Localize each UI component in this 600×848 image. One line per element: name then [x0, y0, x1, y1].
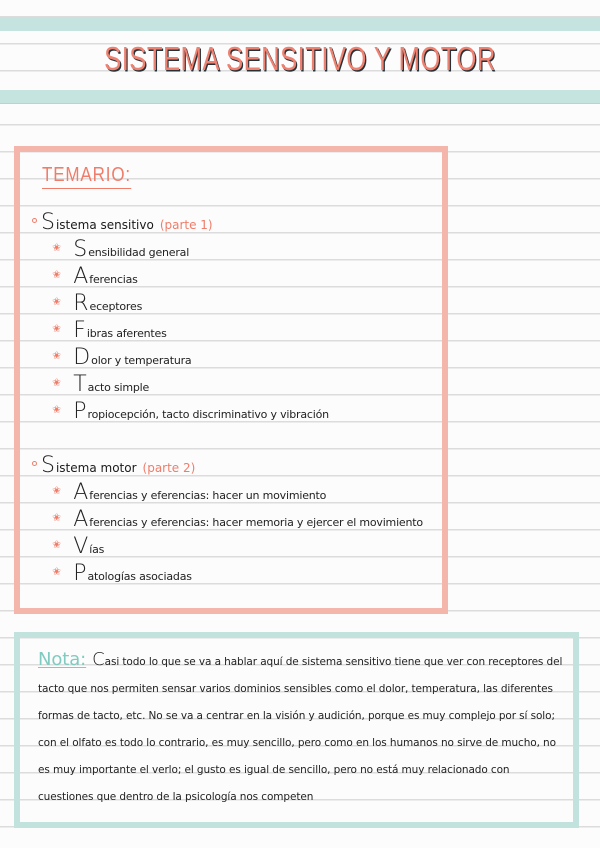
initial-cap: F	[73, 318, 86, 343]
initial-cap: S	[73, 237, 88, 262]
star-icon: ✬	[52, 322, 62, 335]
star-icon: ✬	[52, 511, 62, 524]
star-icon: ✬	[52, 349, 62, 362]
item-text: ías	[89, 543, 105, 556]
item-text: ferencias	[89, 273, 138, 286]
page-title: SISTEMA SENSITIVO Y MOTOR	[104, 40, 496, 77]
list-item	[32, 401, 329, 428]
nota-label: Nota:	[38, 649, 87, 670]
section-sistema-motor	[32, 455, 423, 590]
circle-bullet-icon	[32, 461, 37, 466]
star-icon: ✬	[52, 484, 62, 497]
temario-box	[14, 146, 448, 614]
nota-paragraph	[38, 646, 568, 811]
list-item	[32, 347, 329, 374]
initial-cap: T	[73, 372, 87, 397]
section-part-label: (parte 1)	[159, 218, 213, 232]
nota-body: asi todo lo que se va a hablar aquí de sistema sensitivo tiene que ver con receptores del tacto que nos permiten sensar varios dominios sensibles como el dolor, temperatura, las diferentes formas de tacto, etc. No se va a centrar en la visión y audición, porque es muy complejo por sí solo; con el olfato es todo lo contrario, es muy sencillo, pero como en los humanos no sirve de mucho, no es muy importante el verlo; el gusto es igual de sencillo, pero no está muy relacionado con cuestiones que dentro de la psicología nos competen	[38, 656, 563, 803]
top-decorative-band	[0, 17, 600, 31]
item-text: ibras aferentes	[86, 327, 167, 340]
list-item	[32, 374, 329, 401]
item-text: ropiocepción, tacto discriminativo y vibración	[87, 408, 329, 421]
section-sistema-sensitivo	[32, 212, 329, 428]
initial-cap: S	[41, 210, 55, 235]
list-item	[32, 509, 423, 536]
list-item	[32, 536, 423, 563]
section-title: istema sensitivo	[55, 218, 154, 232]
initial-cap: A	[73, 480, 89, 505]
item-text: eceptores	[89, 300, 143, 313]
initial-cap: P	[73, 561, 87, 586]
list-item	[32, 239, 329, 266]
list-item	[32, 482, 423, 509]
section-part-label: (parte 2)	[142, 461, 196, 475]
item-text: ensibilidad general	[88, 246, 190, 259]
list-item	[32, 266, 329, 293]
initial-cap: V	[73, 534, 89, 559]
item-text: acto simple	[87, 381, 150, 394]
nota-box	[14, 632, 579, 828]
star-icon: ✬	[52, 565, 62, 578]
star-icon: ✬	[52, 538, 62, 551]
star-icon: ✬	[52, 268, 62, 281]
star-icon: ✬	[52, 241, 62, 254]
title-bottom-band	[0, 90, 600, 104]
section-title: istema motor	[55, 461, 137, 475]
star-icon: ✬	[52, 295, 62, 308]
initial-cap: D	[73, 345, 91, 370]
circle-bullet-icon	[32, 218, 37, 223]
star-icon: ✬	[52, 376, 62, 389]
item-text: olor y temperatura	[91, 354, 192, 367]
initial-cap: C	[92, 649, 105, 670]
list-item	[32, 563, 423, 590]
section-head	[32, 455, 423, 482]
initial-cap: R	[73, 291, 89, 316]
initial-cap: A	[73, 507, 89, 532]
item-text: atologías asociadas	[87, 570, 192, 583]
list-item	[32, 293, 329, 320]
initial-cap: P	[73, 399, 87, 424]
section-head	[32, 212, 329, 239]
item-text: ferencias y eferencias: hacer memoria y ejercer el movimiento	[89, 516, 423, 529]
initial-cap: S	[41, 453, 55, 478]
star-icon: ✬	[52, 403, 62, 416]
list-item	[32, 320, 329, 347]
item-text: ferencias y eferencias: hacer un movimiento	[89, 489, 327, 502]
initial-cap: A	[73, 264, 89, 289]
temario-heading: TEMARIO:	[42, 164, 131, 189]
